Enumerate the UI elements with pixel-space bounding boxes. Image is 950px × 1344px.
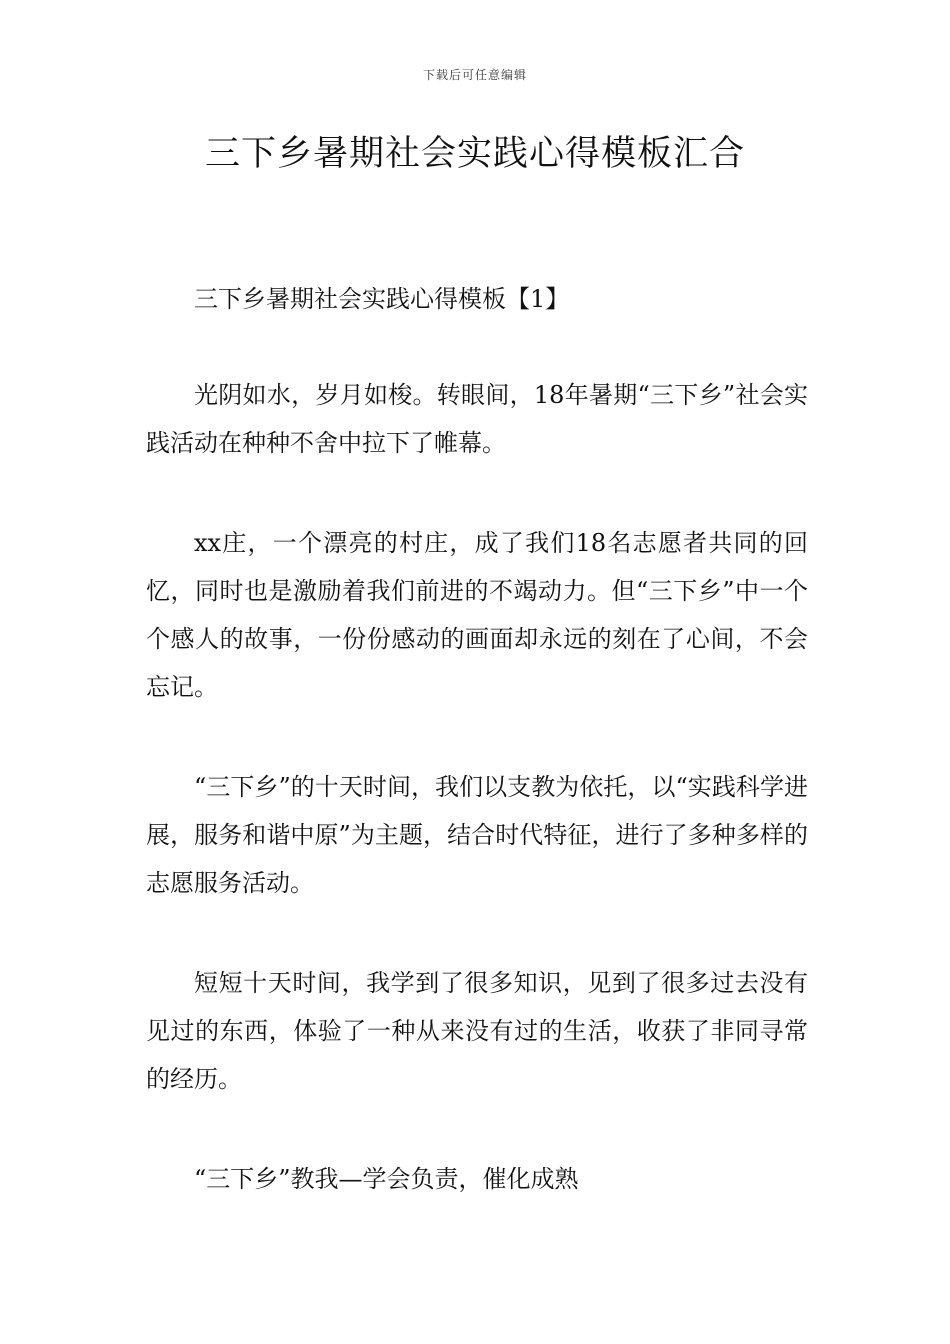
document-body xyxy=(146,275,808,1255)
header-note: 下载后可任意编辑 xyxy=(422,68,527,82)
paragraph: xx庄，一个漂亮的村庄，成了我们18名志愿者共同的回忆，同时也是激励着我们前进的不竭动力。但“三下乡”中一个个感人的故事，一份份感动的画面却永远的刻在了心间，不会忘记。 xyxy=(146,529,808,701)
document-title: 三下乡暑期社会实践心得模板汇合 xyxy=(204,134,745,174)
paragraph: 短短十天时间，我学到了很多知识，见到了很多过去没有见过的东西，体验了一种从来没有过的生活，收获了非同寻常的经历。 xyxy=(146,969,808,1093)
paragraph: 光阴如水，岁月如梭。转眼间，18年暑期“三下乡”社会实践活动在种种不舍中拉下了帷幕。 xyxy=(146,381,808,457)
section-heading: 三下乡暑期社会实践心得模板【1】 xyxy=(194,285,570,313)
paragraph: “三下乡”教我—学会负责，催化成熟 xyxy=(194,1165,579,1193)
paragraph: “三下乡”的十天时间，我们以支教为依托，以“实践科学进展，服务和谐中原”为主题，结合时代特征，进行了多种多样的志愿服务活动。 xyxy=(146,773,808,897)
